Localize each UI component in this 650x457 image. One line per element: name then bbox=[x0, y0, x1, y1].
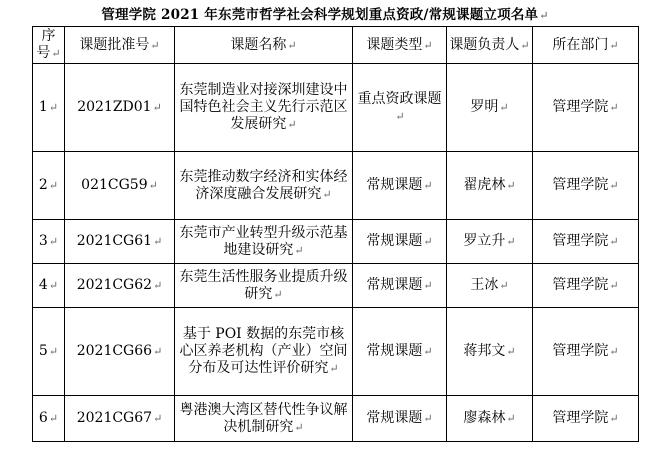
document-title: 管理学院 2021 年东莞市哲学社会科学规划重点资政/常规课题立项名单↵ bbox=[101, 7, 549, 23]
header-name: 课题名称↵ bbox=[175, 27, 353, 64]
header-id: 课题批准号↵ bbox=[65, 27, 175, 64]
cell-dept: 管理学院↵ bbox=[533, 64, 639, 152]
cell-no: 1↵ bbox=[33, 64, 65, 152]
table-row bbox=[33, 64, 639, 152]
cell-id: 2021CG67↵ bbox=[65, 396, 175, 442]
cell-type: 常规课题↵ bbox=[353, 152, 447, 220]
cell-leader: 罗明↵ bbox=[447, 64, 533, 152]
table-row bbox=[33, 220, 639, 264]
project-table bbox=[32, 26, 639, 442]
cell-dept: 管理学院↵ bbox=[533, 308, 639, 396]
cell-id: 2021CG62↵ bbox=[65, 264, 175, 308]
table-header-row bbox=[33, 27, 639, 64]
cell-dept: 管理学院↵ bbox=[533, 152, 639, 220]
cell-id: 2021CG66↵ bbox=[65, 308, 175, 396]
cell-dept: 管理学院↵ bbox=[533, 220, 639, 264]
cell-type: 常规课题↵ bbox=[353, 220, 447, 264]
cell-type: 重点资政课题↵ bbox=[353, 64, 447, 152]
cell-id: 021CG59↵ bbox=[65, 152, 175, 220]
cell-dept: 管理学院↵ bbox=[533, 396, 639, 442]
table-row bbox=[33, 152, 639, 220]
cell-id: 2021CG61↵ bbox=[65, 220, 175, 264]
table-row bbox=[33, 264, 639, 308]
cell-type: 常规课题↵ bbox=[353, 396, 447, 442]
cell-name: 东莞制造业对接深圳建设中国特色社会主义先行示范区发展研究↵ bbox=[175, 64, 353, 152]
cell-no: 6↵ bbox=[33, 396, 65, 442]
paragraph-mark-icon: ↵ bbox=[539, 9, 549, 22]
table-row bbox=[33, 308, 639, 396]
header-leader: 课题负责人↵ bbox=[447, 27, 533, 64]
cell-leader: 翟虎林↵ bbox=[447, 152, 533, 220]
cell-no: 3↵ bbox=[33, 220, 65, 264]
cell-name: 东莞生活性服务业提质升级研究↵ bbox=[175, 264, 353, 308]
cell-name: 东莞市产业转型升级示范基地建设研究↵ bbox=[175, 220, 353, 264]
cell-name: 基于 POI 数据的东莞市核心区养老机构（产业）空间分布及可达性评价研究↵ bbox=[175, 308, 353, 396]
cell-type: 常规课题↵ bbox=[353, 264, 447, 308]
header-dept: 所在部门↵ bbox=[533, 27, 639, 64]
header-no: 序号↵ bbox=[33, 27, 65, 64]
cell-leader: 罗立升↵ bbox=[447, 220, 533, 264]
cell-id: 2021ZD01↵ bbox=[65, 64, 175, 152]
cell-type: 常规课题↵ bbox=[353, 308, 447, 396]
cell-no: 2↵ bbox=[33, 152, 65, 220]
table-row bbox=[33, 396, 639, 442]
cell-no: 4↵ bbox=[33, 264, 65, 308]
header-type: 课题类型↵ bbox=[353, 27, 447, 64]
cell-leader: 王冰↵ bbox=[447, 264, 533, 308]
cell-dept: 管理学院↵ bbox=[533, 264, 639, 308]
cell-leader: 蒋邦文↵ bbox=[447, 308, 533, 396]
cell-name: 东莞推动数字经济和实体经济深度融合发展研究↵ bbox=[175, 152, 353, 220]
cell-leader: 廖森林↵ bbox=[447, 396, 533, 442]
cell-name: 粤港澳大湾区替代性争议解决机制研究↵ bbox=[175, 396, 353, 442]
cell-no: 5↵ bbox=[33, 308, 65, 396]
